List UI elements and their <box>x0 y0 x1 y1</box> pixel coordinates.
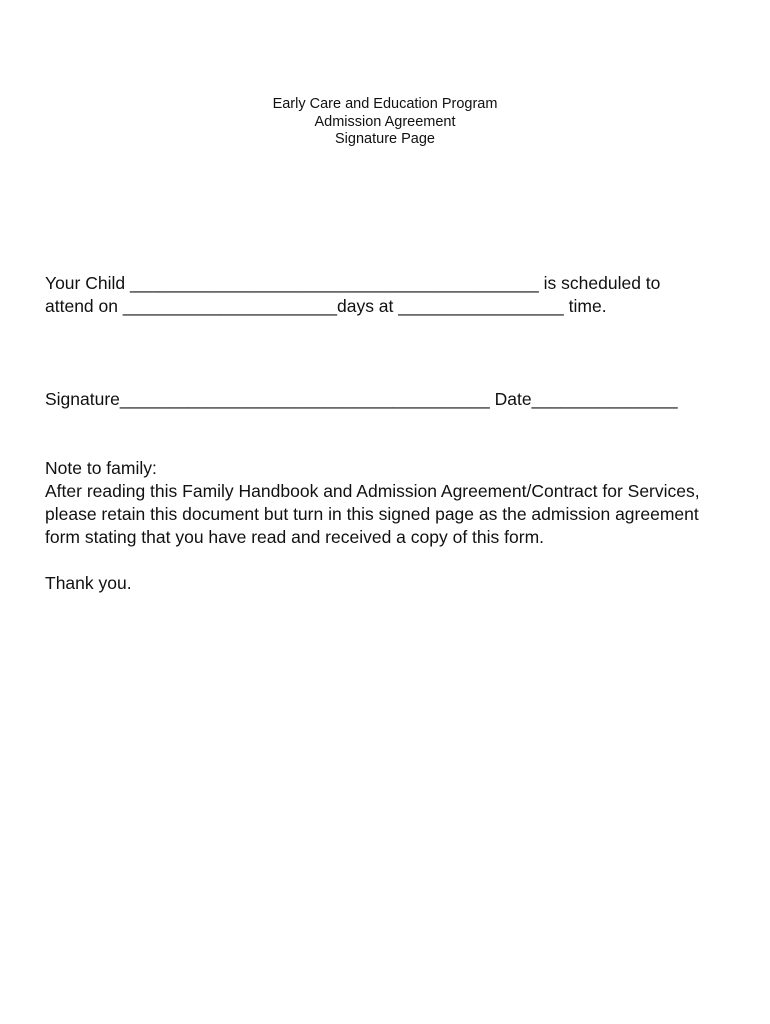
document-title: Admission Agreement <box>314 113 456 130</box>
your-child-label: Your Child <box>45 273 126 293</box>
signature-field[interactable]: ______________________________________ <box>119 389 490 409</box>
date-field[interactable]: _______________ <box>531 389 678 409</box>
document-header <box>0 96 770 149</box>
signature-section <box>45 388 745 411</box>
time-text: time. <box>568 296 607 316</box>
program-title: Early Care and Education Program <box>272 96 498 112</box>
note-line-3: form stating that you have read and received a copy of this form. <box>45 527 545 547</box>
schedule-section <box>45 272 745 318</box>
child-name-field[interactable]: __________________________________________ <box>129 273 539 293</box>
schedule-line-2 <box>45 295 745 318</box>
days-at-text: days at <box>336 296 394 316</box>
date-label: Date <box>494 389 532 409</box>
attend-on-label: attend on <box>45 296 118 316</box>
attend-days-field[interactable]: ______________________ <box>122 296 337 316</box>
scheduled-to-text: is scheduled to <box>543 273 661 293</box>
note-section <box>45 457 745 549</box>
page-title: Signature Page <box>335 131 435 147</box>
signature-line <box>45 388 745 411</box>
note-heading: Note to family: <box>45 458 157 478</box>
signature-label: Signature <box>45 389 120 409</box>
attend-time-field[interactable]: _________________ <box>398 296 564 316</box>
note-line-1: After reading this Family Handbook and Admission Agreement/Contract for Services, <box>45 481 700 501</box>
closing-section <box>45 572 745 595</box>
note-line-2: please retain this document but turn in this signed page as the admission agreement <box>45 504 699 524</box>
thank-you-text: Thank you. <box>45 573 132 593</box>
schedule-line-1 <box>45 272 745 295</box>
